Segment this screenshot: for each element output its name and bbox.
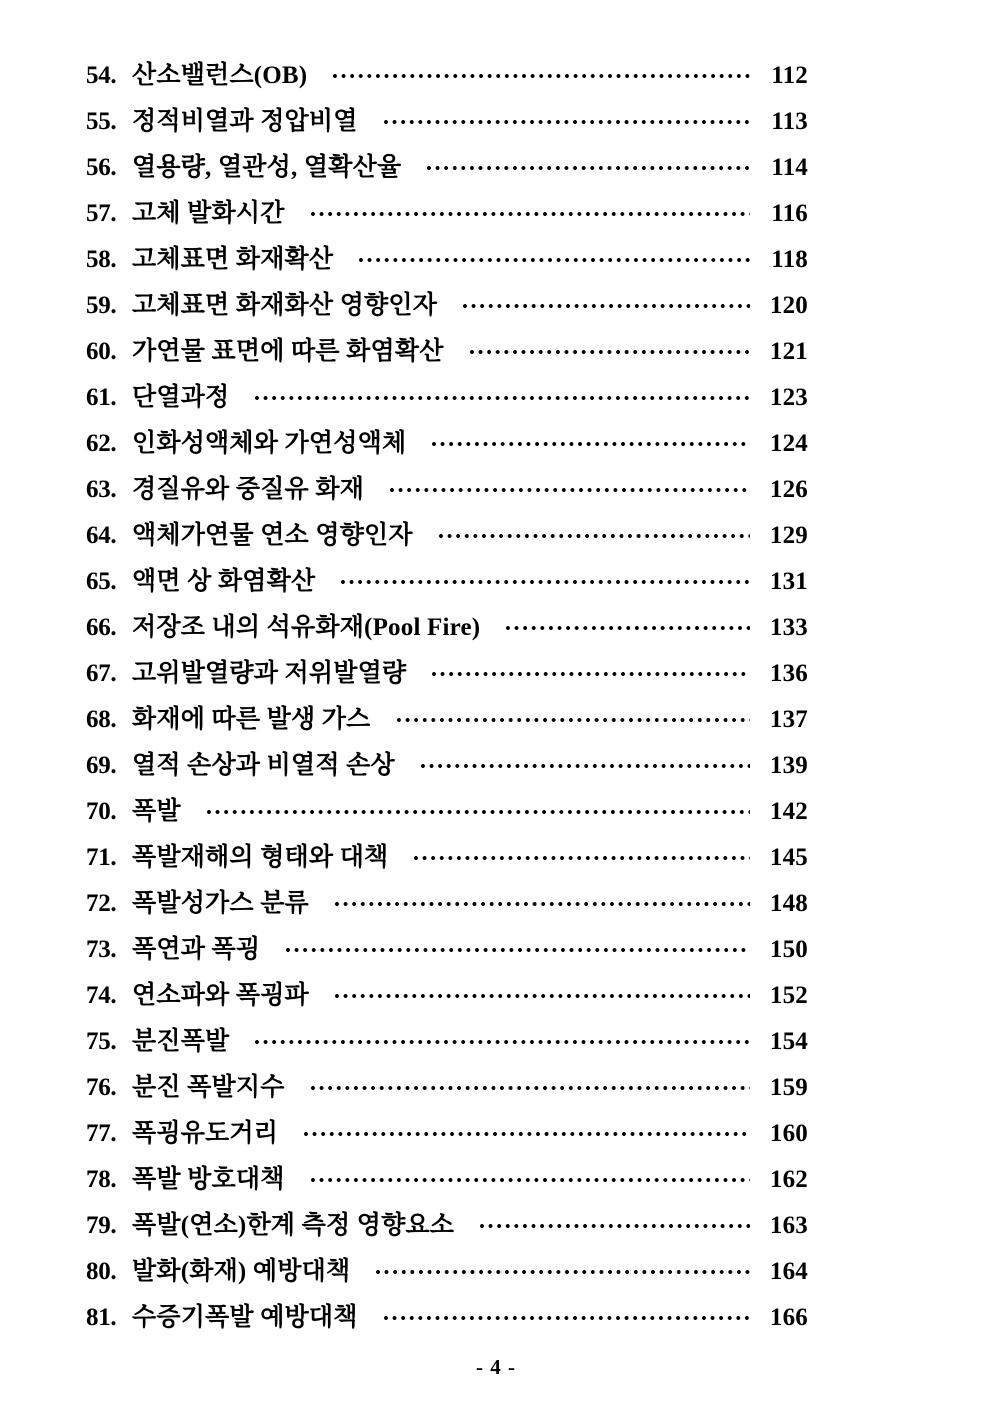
toc-entry-page-number: 121 (769, 338, 808, 365)
toc-entry-title: 화재에 따른 발생 가스 (132, 706, 371, 733)
toc-entry[interactable] (86, 1159, 808, 1205)
toc-entry-number: 56. (86, 154, 117, 181)
toc-leader-dots (414, 840, 750, 865)
toc-entry-title: 액체가연물 연소 영향인자 (132, 522, 413, 549)
toc-entry-title: 정적비열과 정압비열 (132, 108, 358, 135)
table-of-contents-list (86, 55, 808, 1343)
toc-entry[interactable] (86, 561, 808, 607)
toc-entry-page-number: 133 (769, 614, 808, 641)
toc-entry[interactable] (86, 377, 808, 423)
toc-entry[interactable] (86, 1067, 808, 1113)
toc-entry-number: 81. (86, 1304, 117, 1331)
toc-entry-title: 폭발 방호대책 (132, 1166, 285, 1193)
toc-entry-title: 발화(화재) 예방대책 (132, 1258, 351, 1285)
toc-entry-number: 67. (86, 660, 117, 687)
toc-leader-dots (207, 794, 750, 819)
toc-leader-dots (376, 1254, 750, 1279)
toc-entry-number: 54. (86, 62, 117, 89)
toc-entry-number: 57. (86, 200, 117, 227)
toc-entry-page-number: 139 (769, 752, 808, 779)
toc-entry-page-number: 164 (769, 1258, 808, 1285)
toc-entry-number: 74. (86, 982, 117, 1009)
toc-entry-number: 71. (86, 844, 117, 871)
toc-entry-page-number: 160 (769, 1120, 808, 1147)
toc-entry-number: 78. (86, 1166, 117, 1193)
toc-entry[interactable] (86, 193, 808, 239)
toc-leader-dots (470, 334, 750, 359)
toc-entry[interactable] (86, 55, 808, 101)
toc-entry-title: 고체 발화시간 (132, 200, 285, 227)
page-number-footer: - 4 - (476, 1355, 516, 1379)
toc-entry[interactable] (86, 883, 808, 929)
toc-entry-number: 69. (86, 752, 117, 779)
toc-leader-dots (311, 196, 750, 221)
toc-entry-page-number: 124 (769, 430, 808, 457)
toc-leader-dots (286, 932, 750, 957)
toc-entry-title: 가연물 표면에 따른 화염확산 (132, 338, 444, 365)
toc-leader-dots (335, 886, 750, 911)
toc-entry-number: 66. (86, 614, 117, 641)
toc-leader-dots (506, 610, 750, 635)
toc-entry[interactable] (86, 699, 808, 745)
toc-entry-page-number: 116 (771, 200, 808, 227)
toc-entry[interactable] (86, 653, 808, 699)
toc-entry-number: 60. (86, 338, 117, 365)
toc-entry-title: 인화성액체와 가연성액체 (132, 430, 407, 457)
toc-entry-number: 77. (86, 1120, 117, 1147)
toc-entry-title: 연소파와 폭굉파 (132, 982, 309, 1009)
toc-entry[interactable] (86, 331, 808, 377)
toc-entry-number: 64. (86, 522, 117, 549)
toc-entry-title: 분진 폭발지수 (132, 1074, 285, 1101)
toc-entry[interactable] (86, 285, 808, 331)
toc-entry[interactable] (86, 423, 808, 469)
toc-entry-number: 79. (86, 1212, 117, 1239)
toc-entry[interactable] (86, 607, 808, 653)
toc-entry-number: 70. (86, 798, 117, 825)
toc-leader-dots (427, 150, 750, 175)
toc-leader-dots (341, 564, 750, 589)
toc-entry-title: 분진폭발 (132, 1028, 230, 1055)
toc-entry-title: 폭발성가스 분류 (132, 890, 309, 917)
toc-entry-page-number: 162 (769, 1166, 808, 1193)
toc-entry-title: 저장조 내의 석유화재(Pool Fire) (132, 614, 481, 641)
toc-entry[interactable] (86, 147, 808, 193)
toc-leader-dots (480, 1208, 750, 1233)
toc-entry-number: 73. (86, 936, 117, 963)
toc-leader-dots (335, 978, 750, 1003)
toc-entry-page-number: 142 (769, 798, 808, 825)
toc-leader-dots (439, 518, 750, 543)
toc-entry-title: 액면 상 화염확산 (132, 568, 316, 595)
toc-entry-number: 72. (86, 890, 117, 917)
toc-entry-number: 55. (86, 108, 117, 135)
toc-entry[interactable] (86, 1113, 808, 1159)
toc-entry-page-number: 123 (769, 384, 808, 411)
toc-entry-page-number: 129 (769, 522, 808, 549)
toc-entry-number: 59. (86, 292, 117, 319)
toc-leader-dots (311, 1162, 750, 1187)
toc-entry-page-number: 163 (769, 1212, 808, 1239)
toc-entry[interactable] (86, 791, 808, 837)
toc-leader-dots (384, 104, 750, 129)
toc-leader-dots (333, 58, 750, 83)
toc-entry[interactable] (86, 745, 808, 791)
toc-leader-dots (304, 1116, 750, 1141)
toc-entry-page-number: 145 (769, 844, 808, 871)
toc-entry-number: 75. (86, 1028, 117, 1055)
toc-entry-page-number: 120 (769, 292, 808, 319)
toc-entry-title: 폭발재해의 형태와 대책 (132, 844, 389, 871)
toc-entry[interactable] (86, 837, 808, 883)
toc-leader-dots (255, 380, 750, 405)
toc-entry[interactable] (86, 929, 808, 975)
toc-entry-page-number: 166 (769, 1304, 808, 1331)
toc-leader-dots (390, 472, 750, 497)
toc-entry-page-number: 113 (771, 108, 808, 135)
toc-entry[interactable] (86, 515, 808, 561)
toc-entry-number: 58. (86, 246, 117, 273)
toc-entry[interactable] (86, 975, 808, 1021)
toc-entry-title: 열용량, 열관성, 열확산율 (132, 154, 402, 181)
toc-entry-number: 65. (86, 568, 117, 595)
toc-entry-page-number: 148 (769, 890, 808, 917)
toc-leader-dots (397, 702, 750, 727)
toc-leader-dots (463, 288, 750, 313)
toc-entry-number: 62. (86, 430, 117, 457)
toc-entry-title: 수증기폭발 예방대책 (132, 1304, 358, 1331)
toc-entry-page-number: 131 (769, 568, 808, 595)
toc-entry-title: 폭연과 폭굉 (132, 936, 261, 963)
toc-entry-page-number: 137 (769, 706, 808, 733)
toc-entry-title: 폭굉유도거리 (132, 1120, 279, 1147)
toc-entry-title: 폭발(연소)한계 측정 영향요소 (132, 1212, 455, 1239)
toc-entry-page-number: 136 (769, 660, 808, 687)
toc-entry-title: 산소밸런스(OB) (132, 62, 308, 89)
toc-leader-dots (421, 748, 750, 773)
toc-leader-dots (432, 426, 750, 451)
toc-entry-page-number: 118 (771, 246, 808, 273)
toc-entry-title: 폭발 (132, 798, 181, 825)
toc-entry-page-number: 114 (771, 154, 808, 181)
toc-leader-dots (432, 656, 750, 681)
toc-entry-title: 열적 손상과 비열적 손상 (132, 752, 395, 779)
toc-entry[interactable] (86, 1297, 808, 1343)
toc-leader-dots (255, 1024, 750, 1049)
toc-leader-dots (384, 1300, 750, 1325)
toc-entry-number: 80. (86, 1258, 117, 1285)
toc-entry-number: 61. (86, 384, 117, 411)
toc-entry[interactable] (86, 239, 808, 285)
toc-entry-number: 76. (86, 1074, 117, 1101)
toc-entry-page-number: 112 (771, 62, 808, 89)
toc-entry-page-number: 159 (769, 1074, 808, 1101)
toc-entry-title: 경질유와 중질유 화재 (132, 476, 365, 503)
toc-entry-number: 63. (86, 476, 117, 503)
toc-entry-page-number: 150 (769, 936, 808, 963)
toc-entry-page-number: 152 (769, 982, 808, 1009)
toc-entry[interactable] (86, 101, 808, 147)
toc-entry[interactable] (86, 1251, 808, 1297)
toc-leader-dots (311, 1070, 750, 1095)
toc-entry-title: 고위발열량과 저위발열량 (132, 660, 407, 687)
toc-entry-number: 68. (86, 706, 117, 733)
toc-entry-page-number: 126 (769, 476, 808, 503)
toc-entry-title: 고체표면 화재화산 영향인자 (132, 292, 438, 319)
toc-entry[interactable] (86, 1205, 808, 1251)
toc-entry[interactable] (86, 1021, 808, 1067)
toc-entry-title: 고체표면 화재확산 (132, 246, 334, 273)
toc-entry-title: 단열과정 (132, 384, 230, 411)
toc-leader-dots (359, 242, 750, 267)
toc-entry-page-number: 154 (769, 1028, 808, 1055)
toc-entry[interactable] (86, 469, 808, 515)
